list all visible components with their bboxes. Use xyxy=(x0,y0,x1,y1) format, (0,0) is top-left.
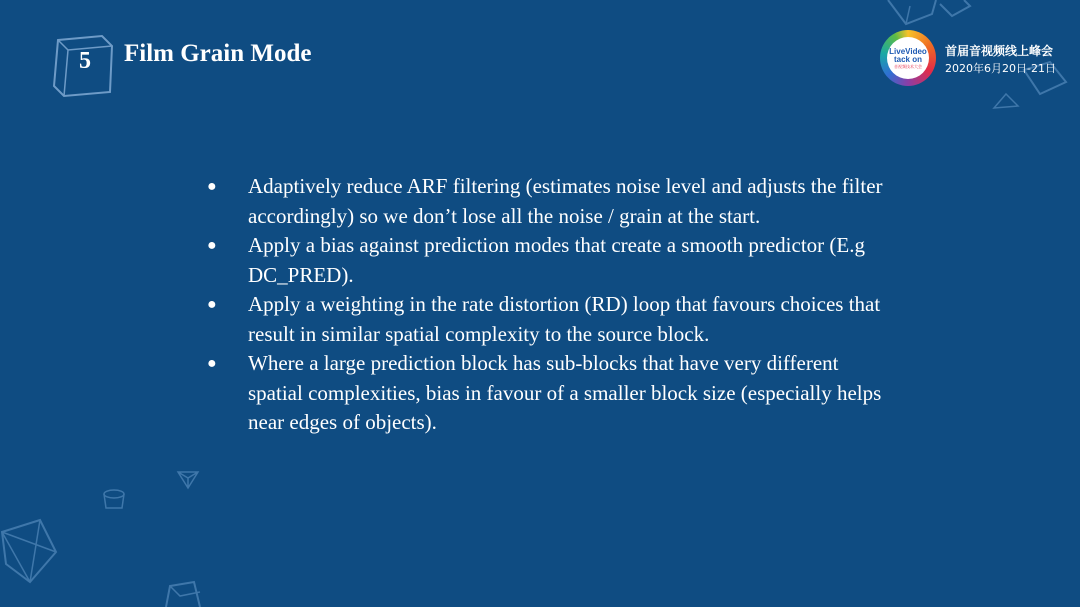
bullet-marker: ● xyxy=(207,178,217,195)
cube-outline-icon xyxy=(160,578,210,607)
bullet-marker: ● xyxy=(207,296,217,313)
slide-title: Film Grain Mode xyxy=(124,40,312,67)
logo-ring-icon xyxy=(880,30,936,86)
bullet-marker: ● xyxy=(207,355,217,372)
slide-number: 5 xyxy=(79,47,91,74)
bullet-text: Where a large prediction block has sub-blocks that have very different spatial complexities, bias in favour of a smaller block size (especially helps near edges of objects). xyxy=(248,351,882,434)
slide-number-badge xyxy=(50,32,112,94)
conference-name: 首届音视频线上峰会 xyxy=(945,44,1054,58)
bullet-text: Apply a bias against prediction modes that create a smooth predictor (E.g DC_PRED). xyxy=(248,233,865,287)
cylinder-outline-icon xyxy=(100,488,128,512)
cylinder-outline-icon xyxy=(936,0,976,20)
bullet-item xyxy=(205,290,895,349)
bullet-item xyxy=(205,231,895,290)
cube-outline-icon xyxy=(880,0,940,30)
bullet-list xyxy=(205,172,895,438)
triangle-outline-icon xyxy=(176,468,200,492)
conference-date: 2020年6月20日-21日 xyxy=(945,62,1056,75)
logo-line-2: tack on xyxy=(893,54,922,64)
bullet-marker: ● xyxy=(207,237,217,254)
bullet-text: Apply a weighting in the rate distortion (RD) loop that favours choices that result in similar spatial complexity to the source block. xyxy=(248,292,881,346)
diamond-outline-icon xyxy=(0,512,60,584)
logo-line-3: 音视频技术大会 xyxy=(894,63,922,69)
logo-line-1: LiveVideo xyxy=(889,46,927,56)
triangle-outline-icon xyxy=(992,92,1020,112)
bullet-text: Adaptively reduce ARF filtering (estimates noise level and adjusts the filter accordingly) so we don’t lose all the noise / grain at the start. xyxy=(248,174,883,228)
bullet-item xyxy=(205,172,895,231)
bullet-item xyxy=(205,349,895,438)
logo-badge xyxy=(887,37,929,79)
